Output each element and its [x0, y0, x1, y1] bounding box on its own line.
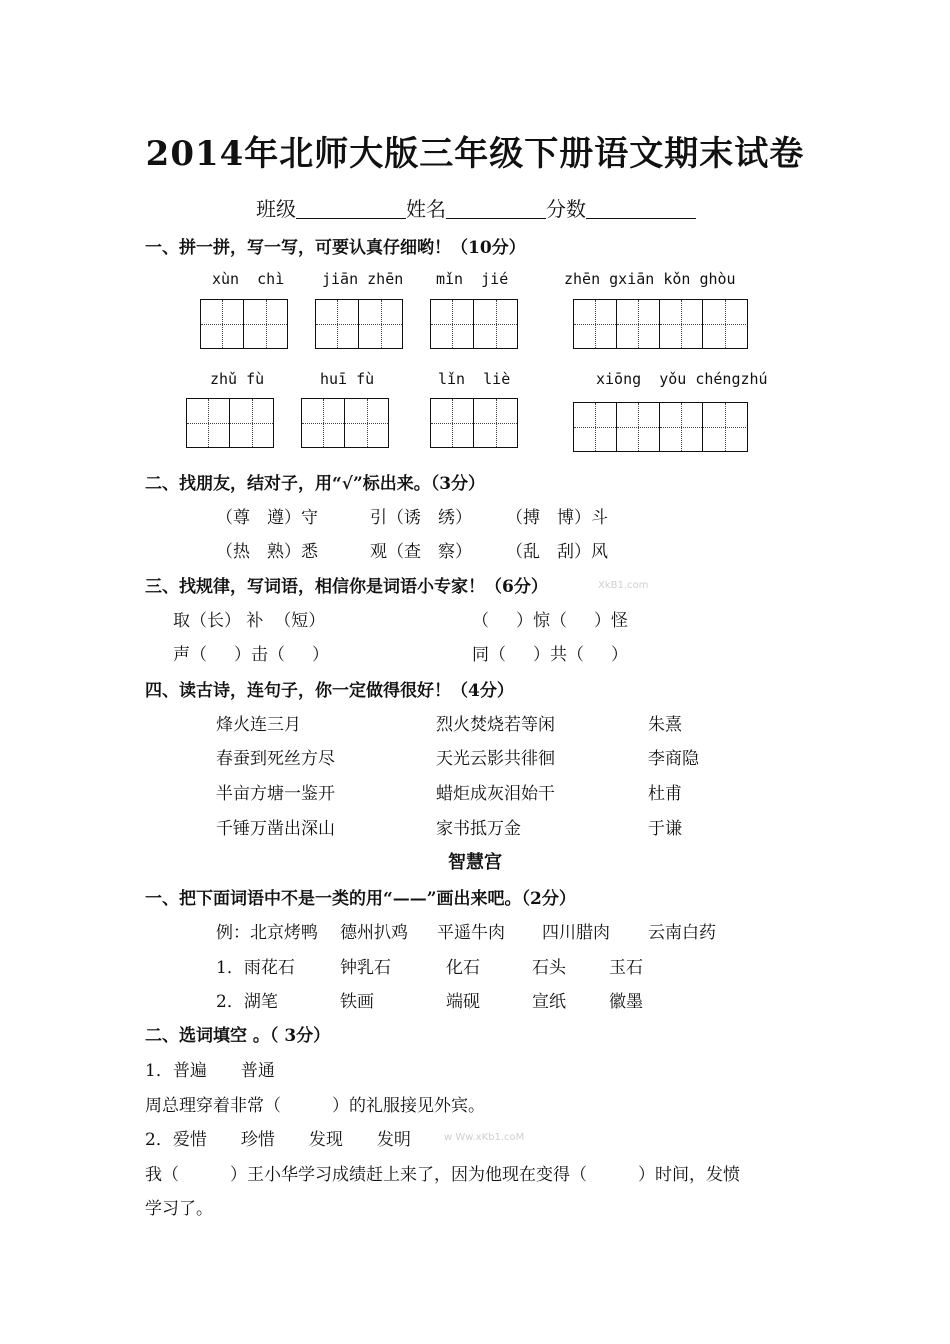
- q1-heading: 一、拼一拼，写一写，可要认真仔细哟！（10分）: [145, 238, 526, 258]
- word-option[interactable]: 2．湖笔: [216, 992, 278, 1012]
- pattern-fill[interactable]: （ ）惊（ ）怪: [472, 611, 629, 631]
- score-label: 分数: [546, 197, 586, 221]
- pinyin-label: xiōng yǒu chéngzhú: [596, 370, 768, 388]
- poem-line[interactable]: 家书抵万金: [436, 819, 521, 839]
- pinyin-label: zhǔ fù: [210, 370, 265, 388]
- page-title: 2014年北师大版三年级下册语文期末试卷: [145, 134, 805, 174]
- pinyin-label: mǐn jié: [436, 270, 509, 288]
- p2-q2-heading: 二、选词填空 。（ 3分）: [145, 1026, 331, 1046]
- poem-line[interactable]: 天光云影共徘徊: [436, 749, 555, 769]
- writing-grid[interactable]: [573, 299, 748, 349]
- word-option[interactable]: 玉石: [609, 958, 643, 978]
- pair-option[interactable]: （搏 博）斗: [506, 508, 608, 528]
- poem-line[interactable]: 烽火连三月: [216, 715, 301, 735]
- poem-line[interactable]: 半亩方塘一鉴开: [216, 784, 335, 804]
- word-option: 平遥牛肉: [437, 923, 505, 943]
- poet-name[interactable]: 李商隐: [648, 749, 699, 769]
- writing-grid[interactable]: [200, 299, 288, 349]
- q2-heading: 二、找朋友，结对子，用“√”标出来。（3分）: [145, 474, 486, 494]
- class-blank: [296, 198, 406, 219]
- fill-sentence-continued: 学习了。: [145, 1199, 213, 1219]
- writing-grid[interactable]: [315, 299, 403, 349]
- name-blank: [446, 198, 546, 219]
- pattern-fill[interactable]: 同（ ）共（ ）: [472, 645, 629, 665]
- word-option[interactable]: 钟乳石: [340, 958, 391, 978]
- section-title: 智慧宫: [448, 852, 502, 873]
- poem-line[interactable]: 烈火焚烧若等闲: [436, 715, 555, 735]
- class-label: 班级: [256, 197, 296, 221]
- word-choices: 2．爱惜 珍惜 发现 发明: [145, 1130, 411, 1150]
- pinyin-label: jiān zhēn: [322, 270, 404, 288]
- word-option[interactable]: 端砚: [446, 992, 480, 1012]
- pattern-example: 取（长） 补 （短）: [173, 611, 326, 631]
- word-option: 德州扒鸡: [340, 923, 408, 943]
- pair-option[interactable]: （乱 刮）风: [506, 542, 608, 562]
- pair-option[interactable]: （热 熟）悉: [216, 542, 318, 562]
- q3-heading: 三、找规律，写词语，相信你是词语小专家！（6分）: [145, 577, 548, 597]
- fill-sentence[interactable]: 我（ ）王小华学习成绩赶上来了，因为他现在变得（ ）时间，发愤: [145, 1165, 740, 1185]
- fill-sentence[interactable]: 周总理穿着非常（ ）的礼服接见外宾。: [145, 1096, 485, 1116]
- q4-heading: 四、读古诗，连句子，你一定做得很好！（4分）: [145, 681, 514, 701]
- pair-option[interactable]: 引（诱 绣）: [370, 508, 472, 528]
- word-option[interactable]: 化石: [446, 958, 480, 978]
- poet-name[interactable]: 杜甫: [648, 784, 682, 804]
- watermark: w Ww.xKb1.coM: [444, 1132, 525, 1143]
- score-blank: [586, 198, 696, 219]
- poem-line[interactable]: 蜡炬成灰泪始干: [436, 784, 555, 804]
- word-option[interactable]: 石头: [532, 958, 566, 978]
- poem-line[interactable]: 千锤万凿出深山: [216, 819, 335, 839]
- word-option: 云南白药: [648, 923, 716, 943]
- writing-grid[interactable]: [186, 398, 274, 448]
- writing-grid[interactable]: [573, 402, 748, 452]
- poet-name[interactable]: 于谦: [648, 819, 682, 839]
- word-option[interactable]: 1．雨花石: [216, 958, 295, 978]
- word-option: 四川腊肉: [542, 923, 610, 943]
- pinyin-label: huī fù: [320, 370, 375, 388]
- name-label: 姓名: [406, 197, 446, 221]
- pinyin-label: zhēn gxiān kǒn ghòu: [564, 270, 736, 288]
- word-option[interactable]: 铁画: [340, 992, 374, 1012]
- pair-option[interactable]: （尊 遵）守: [216, 508, 318, 528]
- word-option[interactable]: 宣纸: [532, 992, 566, 1012]
- word-option: 例：北京烤鸭: [216, 923, 318, 943]
- writing-grid[interactable]: [430, 398, 518, 448]
- word-option[interactable]: 徽墨: [609, 992, 643, 1012]
- word-choices: 1．普遍 普通: [145, 1061, 275, 1081]
- writing-grid[interactable]: [430, 299, 518, 349]
- poet-name[interactable]: 朱熹: [648, 715, 682, 735]
- pattern-fill[interactable]: 声（ ）击（ ）: [173, 645, 330, 665]
- pair-option[interactable]: 观（查 察）: [370, 542, 472, 562]
- student-info-line: [256, 193, 696, 222]
- writing-grid[interactable]: [301, 398, 389, 448]
- watermark: XkB1.com: [598, 580, 649, 591]
- poem-line[interactable]: 春蚕到死丝方尽: [216, 749, 335, 769]
- p2-q1-heading: 一、把下面词语中不是一类的用“——”画出来吧。（2分）: [145, 889, 576, 909]
- pinyin-label: lǐn liè: [438, 370, 511, 388]
- pinyin-label: xùn chì: [212, 270, 285, 288]
